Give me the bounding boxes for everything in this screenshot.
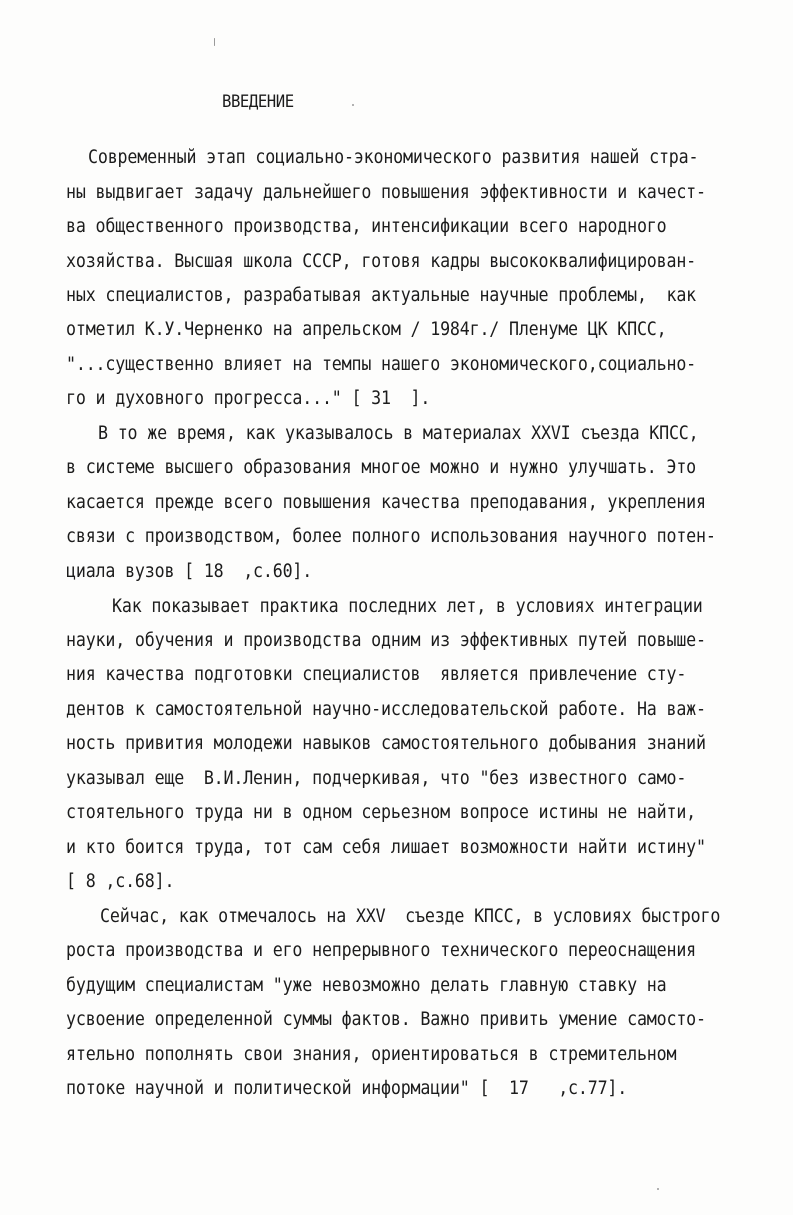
page-heading: ВВЕДЕНИЕ (222, 92, 294, 112)
text-line: "...существенно влияет на темпы нашего экономического,социально- (66, 354, 697, 375)
text-line: в системе высшего образования многое можно и нужно улучшать. Это (66, 457, 697, 478)
text-line: ность привития молодежи навыков самостоятельного добывания знаний (66, 733, 706, 754)
text-line: указывал еще В.И.Ленин, подчеркивая, что "без известного само- (66, 768, 687, 789)
text-line: стоятельного труда ни в одном серьезном вопросе истины не найти, (66, 802, 697, 823)
text-line: ны выдвигает задачу дальнейшего повышения эффективности и качест- (66, 182, 706, 203)
text-line: отметил К.У.Черненко на апрельском / 1984г./ Пленуме ЦК КПСС, (66, 319, 667, 340)
text-line: ятельно пополнять свои знания, ориентироваться в стремительном (66, 1044, 677, 1065)
text-line: Сейчас, как отмечалось на XXV съезде КПСС, в условиях быстрого (100, 906, 721, 927)
text-line: го и духовного прогресса..." [ 31 ]. (66, 388, 431, 409)
text-line: дентов к самостоятельной научно-исследовательской работе. На важ- (66, 699, 706, 720)
text-line: [ 8 ,с.68]. (66, 871, 175, 892)
text-line: будущим специалистам "уже невозможно делать главную ставку на (66, 975, 667, 996)
text-line: и кто боится труда, тот сам себя лишает возможности найти истину" (66, 837, 706, 858)
text-line: науки, обучения и производства одним из эффективных путей повыше- (66, 630, 706, 651)
text-line: усвоение определенной суммы фактов. Важно привить умение самосто- (66, 1009, 706, 1030)
text-line: связи с производством, более полного использования научного потен- (66, 526, 716, 547)
text-line: касается прежде всего повышения качества преподавания, укрепления (66, 492, 706, 513)
text-line: роста производства и его непрерывного технического переоснащения (66, 940, 697, 961)
scan-speck (352, 104, 354, 106)
text-line: Как показывает практика последних лет, в условиях интеграции (112, 596, 703, 617)
scan-speck (214, 38, 215, 46)
text-line: ния качества подготовки специалистов является привлечение сту- (66, 664, 687, 685)
text-line: хозяйства. Высшая школа СССР, готовя кадры высококвалифицирован- (66, 251, 697, 272)
text-line: В то же время, как указывалось в материалах XXVI съезда КПСС, (98, 423, 699, 444)
text-line: потоке научной и политической информации" [ 17 ,с.77]. (66, 1078, 628, 1099)
text-line: Современный этап социально-экономического развития нашей стра- (88, 147, 699, 168)
text-line: ных специалистов, разрабатывая актуальные научные проблемы, как (66, 285, 697, 306)
text-line: ва общественного производства, интенсификации всего народного (66, 216, 667, 237)
text-line: циала вузов [ 18 ,с.60]. (66, 561, 313, 582)
scan-speck (657, 1188, 659, 1190)
